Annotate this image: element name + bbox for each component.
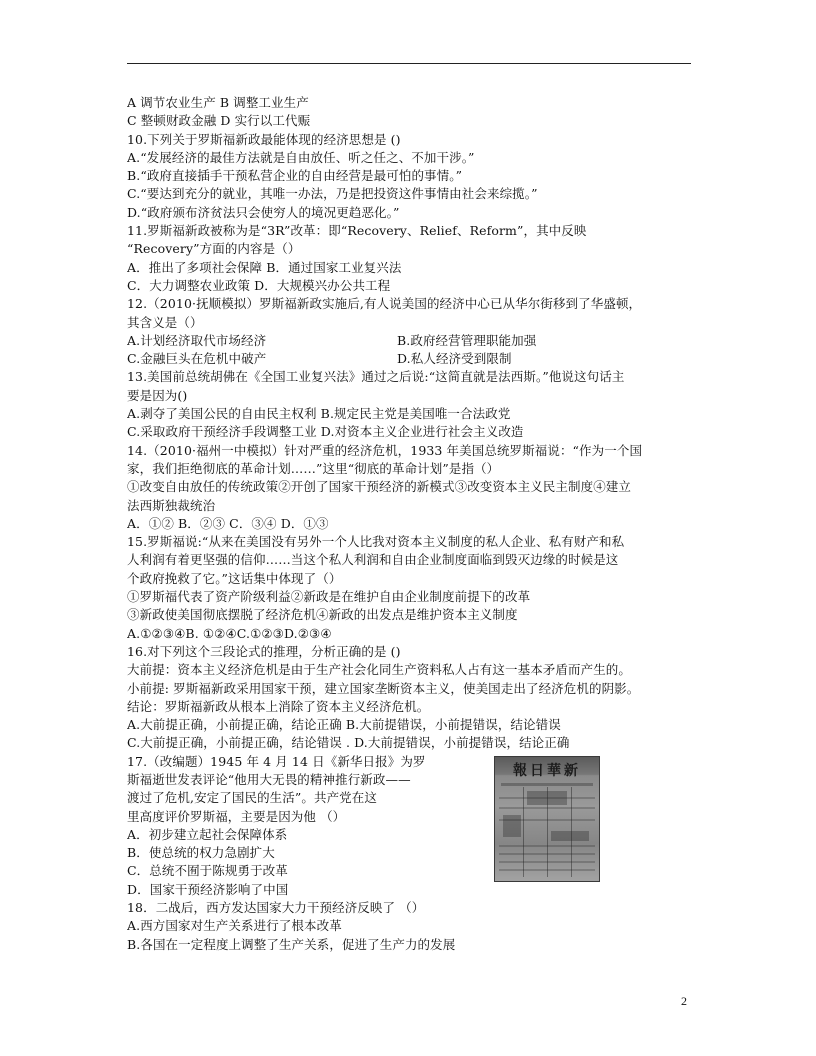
q15-stem-cont: 人利润有着更坚强的信仰……当这个私人利润和自由企业制度面临到毁灭边缘的时候是这 xyxy=(127,552,619,568)
newspaper-photo xyxy=(494,756,600,882)
q9-options-ab: A 调节农业生产 B 调整工业生产 xyxy=(127,95,309,110)
q16-major-premise: 大前提：资本主义经济危机是由于生产社会化同生产资料私人占有这一基本矛盾而产生的。 xyxy=(127,662,632,678)
q15-items-12: ①罗斯福代表了资产阶级利益②新政是在维护自由企业制度前提下的改革 xyxy=(127,589,531,605)
q12-option-b: B.政府经营管理职能加强 xyxy=(397,332,537,348)
q10-option-d: D.“政府颁布济贫法只会使穷人的境况更趋恶化。” xyxy=(127,204,400,220)
q10-option-c: C.“要达到充分的就业，其唯一办法，乃是把投资这件事情由社会来综揽。” xyxy=(127,186,538,202)
q12-option-c: C.金融巨头在危机中破产 xyxy=(127,351,267,367)
q12-stem-cont: 其含义是（） xyxy=(127,314,203,330)
q15-stem: 15.罗斯福说:“从来在美国没有另外一个人比我对资本主义制度的私人企业、私有财产和私 xyxy=(127,534,625,550)
q17-stem: 17.（改编题）1945 年 4 月 14 日《新华日报》为罗 xyxy=(127,753,426,769)
q17-stem-cont-1: 斯福逝世发表评论“他用大无畏的精神推行新政—— xyxy=(127,771,411,787)
document-body xyxy=(127,94,693,954)
q12-option-d: D.私人经济受到限制 xyxy=(397,351,512,367)
q9-options-cd: C 整顿财政金融 D 实行以工代赈 xyxy=(127,113,311,129)
q16-options-ab: A.大前提正确，小前提正确，结论正确 B.大前提错误，小前提错误，结论错误 xyxy=(127,717,561,733)
q10-option-a: A.“发展经济的最佳方法就是自由放任、听之任之、不加干涉。” xyxy=(127,149,475,165)
q11-stem: 11.罗斯福新政被称为是“3R”改革：即“Recovery、Relief、Reform”，其中反映 xyxy=(127,223,587,239)
q12-stem: 12.（2010·抚顺模拟）罗斯福新政实施后,有人说美国的经济中心已从华尔街移到了华盛顿， xyxy=(127,296,642,312)
q16-options-cd: C.大前提正确，小前提正确，结论错误 . D.大前提错误，小前提错误，结论正确 xyxy=(127,735,570,751)
q14-stem: 14.（2010·福州一中模拟）针对严重的经济危机，1933 年美国总统罗斯福说：“作为一个国 xyxy=(127,442,643,458)
q12-option-a: A.计划经济取代市场经济 xyxy=(127,332,267,348)
q15-stem-end: 个政府挽救了它。”这话集中体现了（） xyxy=(127,570,342,586)
q10-option-b: B.“政府直接插手干预私营企业的自由经营是最可怕的事情。” xyxy=(127,168,463,184)
q14-options: A．①② B．②③ C．③④ D．①③ xyxy=(127,515,329,531)
q17-option-b: B．使总统的权力急剧扩大 xyxy=(127,845,275,861)
q14-items-cont: 法西斯独裁统治 xyxy=(127,497,216,513)
q14-items: ①改变自由放任的传统政策②开创了国家干预经济的新模式③改变资本主义民主制度④建立 xyxy=(127,479,632,495)
q17-option-d: D．国家干预经济影响了中国 xyxy=(127,881,289,897)
q15-options: A.①②③④B. ①②④C.①②③D.②③④ xyxy=(127,625,332,641)
header-rule xyxy=(127,63,691,64)
q13-stem: 13.美国前总统胡佛在《全国工业复兴法》通过之后说:“这简直就是法西斯。”他说这句话主 xyxy=(127,369,625,385)
q16-stem: 16.对下列这个三段论式的推理，分析正确的是 () xyxy=(127,643,401,659)
q17-option-c: C．总统不囿于陈规勇于改革 xyxy=(127,863,288,879)
q14-stem-cont: 家，我们拒绝彻底的革命计划……”这里“彻底的革命计划”是指（） xyxy=(127,460,500,476)
q18-option-b: B.各国在一定程度上调整了生产关系，促进了生产力的发展 xyxy=(127,936,456,952)
q18-option-a: A.西方国家对生产关系进行了根本改革 xyxy=(127,918,342,934)
q13-options-cd: C.采取政府干预经济手段调整工业 D.对资本主义企业进行社会主义改造 xyxy=(127,424,524,440)
q17-stem-cont-2: 渡过了危机,安定了国民的生活”。共产党在这 xyxy=(127,790,377,806)
q11-options-cd: C．大力调整农业政策 D．大规模兴办公共工程 xyxy=(127,277,391,293)
q11-stem-cont: “Recovery”方面的内容是（） xyxy=(127,241,301,257)
q16-conclusion: 结论：罗斯福新政从根本上消除了资本主义经济危机。 xyxy=(127,698,430,714)
q17-option-a: A．初步建立起社会保障体系 xyxy=(127,826,288,842)
q13-stem-cont: 要是因为() xyxy=(127,387,188,403)
q18-stem: 18．二战后，西方发达国家大力干预经济反映了 （） xyxy=(127,900,425,916)
q12-options-cd xyxy=(127,350,693,368)
newspaper-masthead: 報日華新 xyxy=(513,763,581,779)
q12-options-ab xyxy=(127,332,693,350)
q13-options-ab: A.剥夺了美国公民的自由民主权利 B.规定民主党是美国唯一合法政党 xyxy=(127,406,511,422)
page-number: 2 xyxy=(681,994,687,1008)
q16-minor-premise: 小前提: 罗斯福新政采用国家干预，建立国家垄断资本主义，使美国走出了经济危机的阴影。 xyxy=(127,680,640,696)
q17-stem-cont-3: 里高度评价罗斯福，主要是因为他 （） xyxy=(127,808,346,824)
q11-options-ab: A．推出了多项社会保障 B．通过国家工业复兴法 xyxy=(127,259,402,275)
q15-items-34: ③新政使美国彻底摆脱了经济危机④新政的出发点是维护资本主义制度 xyxy=(127,607,518,623)
q17-block xyxy=(127,753,485,899)
q10-stem: 10.下列关于罗斯福新政最能体现的经济思想是 () xyxy=(127,131,401,147)
